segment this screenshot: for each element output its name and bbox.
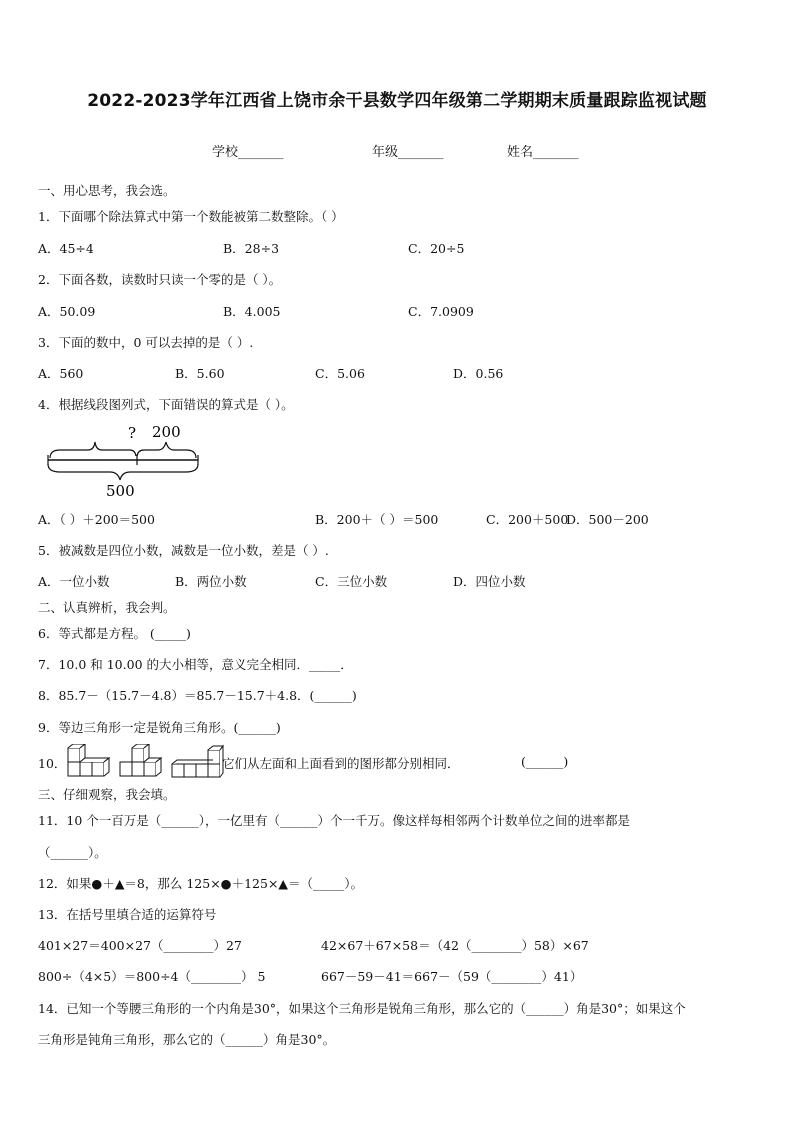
question-11-line-1: 11．10 个一百万是（______），一亿里有（______）个一千万。像这样每相邻两个计数单位之间的进率都是 xyxy=(38,813,631,828)
section-3-heading: 三、仔细观察，我会填。 xyxy=(38,787,176,802)
brace-part xyxy=(137,442,196,458)
q4-option-d: D．500－200 xyxy=(566,512,649,527)
question-14-line-2: 三角形是钝角三角形，那么它的（______）角是30°。 xyxy=(38,1032,336,1047)
q13-expression-3: 800÷（4×5）＝800÷4（________） 5 xyxy=(38,969,266,984)
page-title: 2022-2023学年江西省上饶市余干县数学四年级第二学期期末质量跟踪监视试题 xyxy=(87,91,707,111)
q13-expression-1: 401×27＝400×27（________）27 xyxy=(38,938,242,953)
question-2: 2．下面各数，读数时只读一个零的是（ ）。 xyxy=(38,272,282,287)
question-7: 7．10.0 和 10.00 的大小相等，意义完全相同．_____． xyxy=(38,657,353,672)
cube-figure-3 xyxy=(172,746,223,777)
q3-option-b: B．5.60 xyxy=(175,366,225,381)
q2-option-b: B．4.005 xyxy=(223,304,281,319)
q5-option-d: D．四位小数 xyxy=(453,574,526,589)
name-field: 姓名_______ xyxy=(507,145,579,160)
cube-figures xyxy=(64,744,224,780)
q1-option-c: C．20÷5 xyxy=(408,241,465,256)
question-10-blank: (______) xyxy=(521,754,569,769)
section-2-heading: 二、认真辨析，我会判。 xyxy=(38,600,176,615)
q2-option-c: C．7.0909 xyxy=(408,304,474,319)
q13-expression-2: 42×67＋67×58＝（42（________）58）×67 xyxy=(321,938,589,953)
cube-figure-2 xyxy=(120,744,161,776)
q5-option-b: B．两位小数 xyxy=(175,574,247,589)
question-5: 5．被减数是四位小数，减数是一位小数，差是（ ）. xyxy=(38,543,329,558)
question-3: 3．下面的数中，0 可以去掉的是（ ）. xyxy=(38,335,254,350)
question-13: 13．在括号里填合适的运算符号 xyxy=(38,907,217,922)
grade-field: 年级_______ xyxy=(372,145,444,160)
diagram-total-label: 500 xyxy=(106,482,135,500)
question-6: 6．等式都是方程。 (_____) xyxy=(38,626,191,641)
q3-option-d: D．0.56 xyxy=(453,366,504,381)
q3-option-c: C．5.06 xyxy=(315,366,365,381)
diagram-part-label: 200 xyxy=(152,423,181,441)
question-11-line-2: （______）。 xyxy=(38,845,107,860)
question-9: 9．等边三角形一定是锐角三角形。(______) xyxy=(38,720,281,735)
q3-option-a: A．560 xyxy=(38,366,84,381)
question-4: 4．根据线段图列式，下面错误的算式是（ ）。 xyxy=(38,397,294,412)
q1-option-a: A．45÷4 xyxy=(38,241,94,256)
q4-option-b: B．200＋（ ）＝500 xyxy=(315,512,439,527)
school-field: 学校_______ xyxy=(212,145,284,160)
q5-option-c: C．三位小数 xyxy=(315,574,388,589)
diagram-question-mark: ? xyxy=(128,424,137,442)
section-1-heading: 一、用心思考，我会选。 xyxy=(38,183,176,198)
question-10-number: 10． xyxy=(38,756,67,771)
brace-total xyxy=(48,464,198,480)
q1-option-b: B．28÷3 xyxy=(223,241,280,256)
q2-option-a: A．50.09 xyxy=(38,304,96,319)
question-12: 12．如果●＋▲＝8，那么 125×●＋125×▲＝（_____）。 xyxy=(38,876,364,891)
q4-option-a: A．（ ）＋200＝500 xyxy=(38,512,155,527)
question-1: 1．下面哪个除法算式中第一个数能被第二数整除。（ ） xyxy=(38,209,344,224)
cube-figure-1 xyxy=(68,744,109,776)
brace-question xyxy=(50,442,136,458)
question-14-line-1: 14．已知一个等腰三角形的一个内角是30°，如果这个三角形是锐角三角形，那么它的（______）角是30°；如果这个 xyxy=(38,1001,686,1016)
q4-option-c: C．200＋500 xyxy=(486,512,569,527)
question-10-text: 它们从左面和上面看到的图形都分别相同． xyxy=(222,756,460,771)
question-8: 8．85.7－（15.7－4.8）＝85.7－15.7＋4.8．(______) xyxy=(38,688,357,703)
q13-expression-4: 667－59－41＝667－（59（________）41） xyxy=(321,969,583,984)
segment-diagram xyxy=(40,420,210,502)
q5-option-a: A．一位小数 xyxy=(38,574,110,589)
